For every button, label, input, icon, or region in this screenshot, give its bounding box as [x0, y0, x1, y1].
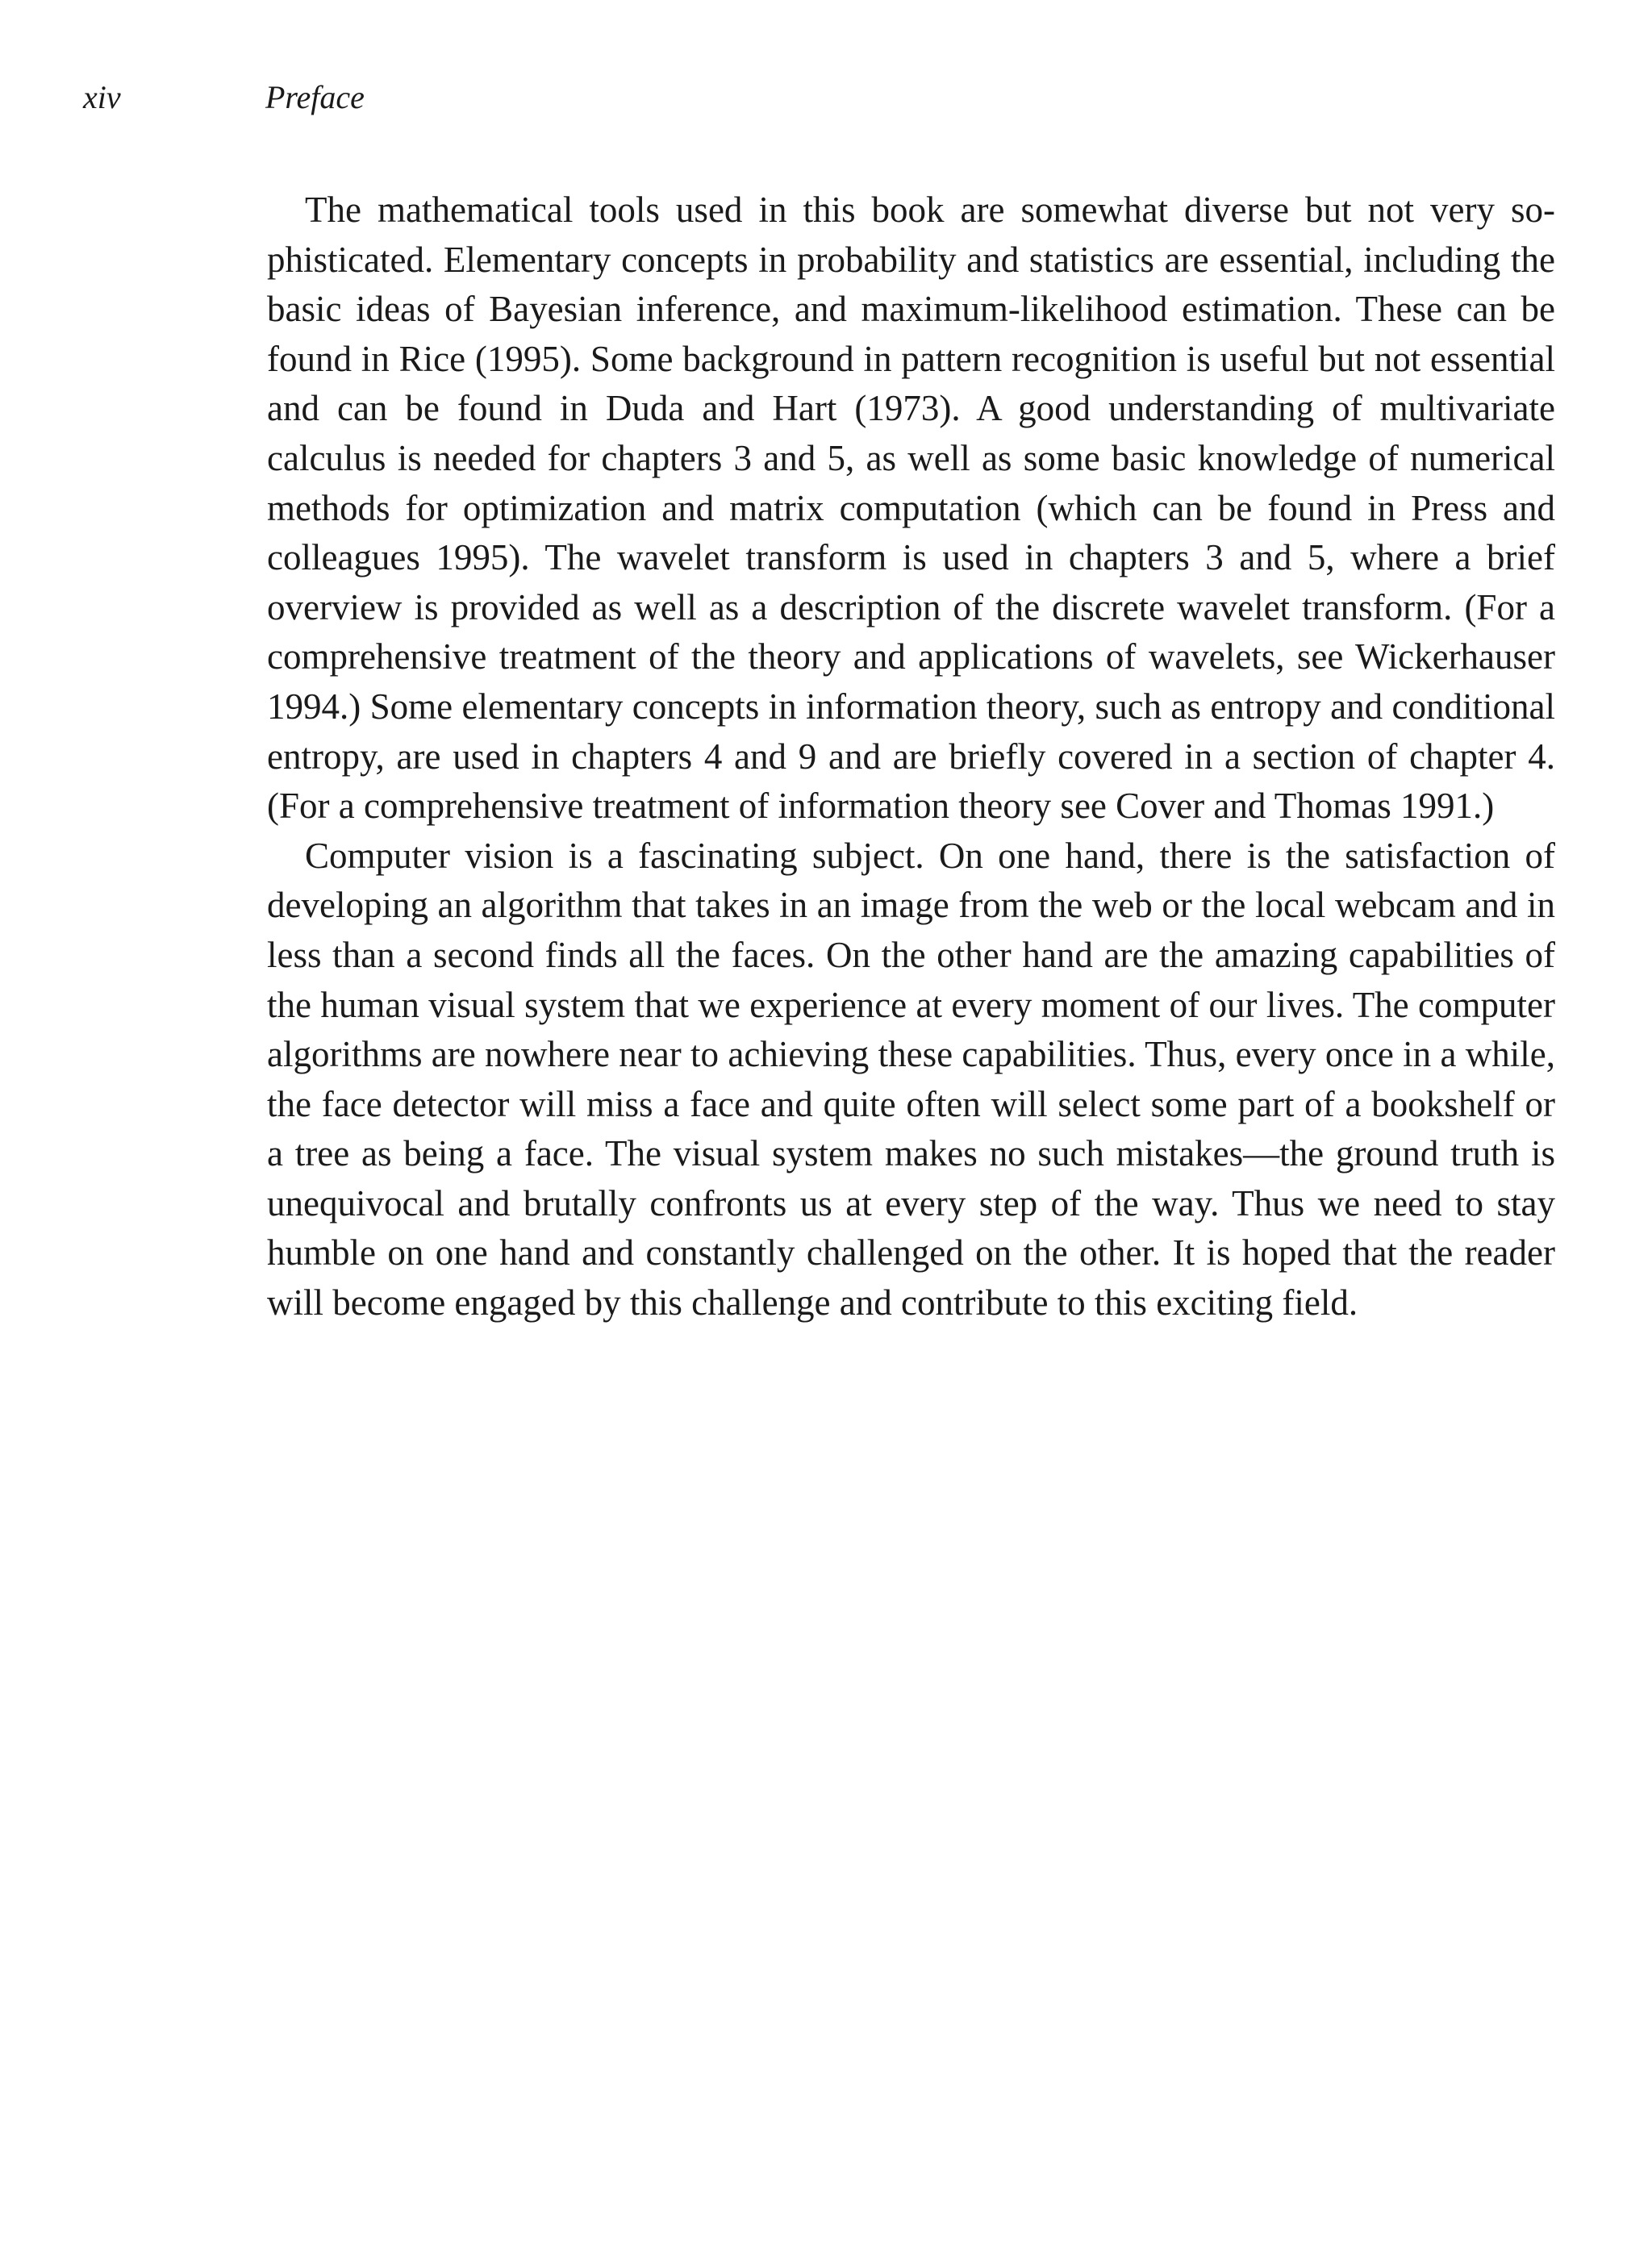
paragraph-computer-vision: Computer vision is a fascinating subject. On one hand, there is the satisfaction of developing an algorithm that takes in an image from the web or the local webcam and in less than a second finds all the faces. On the other hand are the amazing capabilities of the human visual system that we experience at every moment of our lives. The computer algorithms are nowhere near to achieving these capabilities. Thus, every once in a while, the face detector will miss a face and quite often will select some part of a bookshelf or a tree as being a face. The visual system makes no such mistakes—the ground truth is unequivocal and brutally confronts us at every step of the way. Thus we need to stay humble on one hand and constantly challenged on the other. It is hoped that the reader will become engaged by this challenge and contribute to this exciting field.: [267, 835, 1555, 1324]
body-text: [267, 186, 1555, 1328]
running-head-title: Preface: [265, 79, 365, 115]
page-number: xiv: [83, 79, 121, 115]
paragraph-mathematical-tools: The mathematical tools used in this book are somewhat diverse but not very sophisticated. Elementary concepts in probability and statistics are essential, including the basic ideas of Bayesian inference, and maximum-likelihood estimation. These can be found in Rice (1995). Some background in pattern recognition is useful but not essential and can be found in Duda and Hart (1973). A good understanding of multivariate calculus is needed for chapters 3 and 5, as well as some basic knowledge of numerical methods for optimization and matrix computation (which can be found in Press and colleagues 1995). The wavelet transform is used in chapters 3 and 5, where a brief overview is provided as well as a description of the discrete wavelet transform. (For a comprehensive treatment of the theory and applications of wavelets, see Wickerhauser 1994.) Some elementary concepts in information theory, such as entropy and conditional entropy, are used in chapters 4 and 9 and are briefly covered in a section of chapter 4. (For a comprehensive treatment of information theory see Cover and Thomas 1991.): [267, 190, 1555, 827]
running-head: [0, 77, 1652, 118]
